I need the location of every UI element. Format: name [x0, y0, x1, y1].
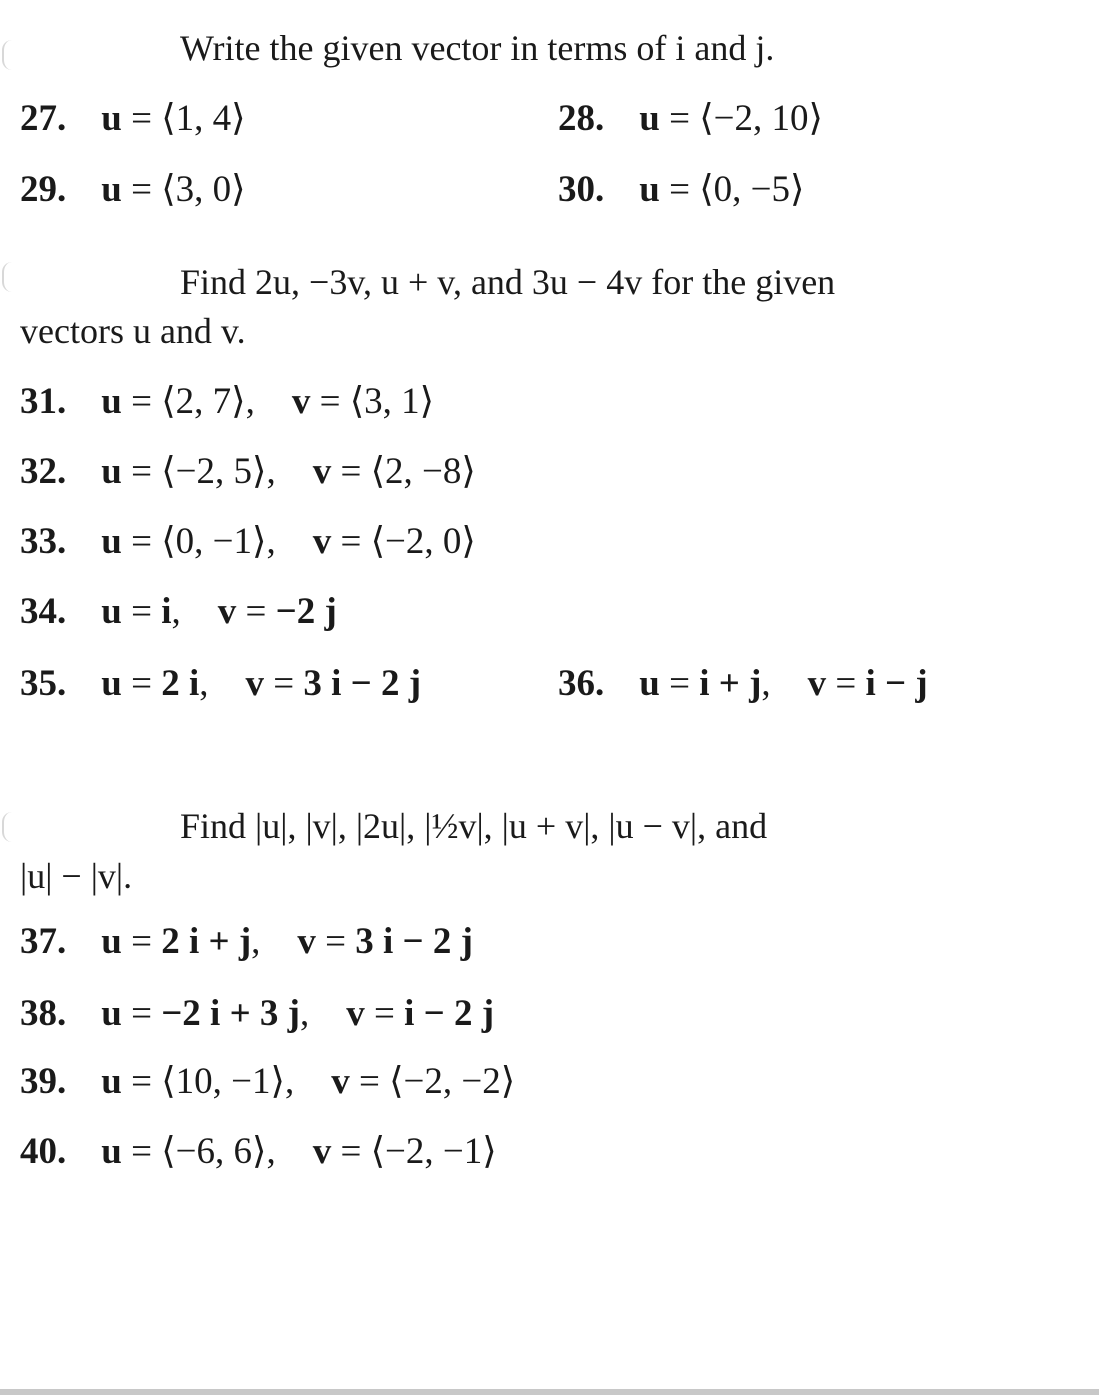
vector-v-label: v = [297, 921, 356, 962]
problem-37: 37. u = 2 i + j, v = 3 i − 2 j [20, 921, 473, 962]
vector-u-value: ⟨−2, 5⟩ [161, 451, 267, 492]
vector-u-label: u = [101, 169, 162, 210]
problem-28 [558, 97, 823, 141]
vector-v-label: v = [312, 1131, 371, 1172]
page-edge-mark [2, 812, 18, 842]
section2-instruction-text: vectors u and v. [20, 311, 246, 351]
vector-u-value: −2 i + 3 j [161, 993, 300, 1034]
problem-35: 35. u = 2 i, v = 3 i − 2 j [20, 663, 422, 704]
problem-number: 29. [20, 169, 67, 210]
problem-34: 34. u = i, v = −2 j [20, 591, 337, 632]
vector-v-label: v = [217, 591, 276, 632]
problem-number: 34. [20, 591, 67, 632]
vector-u-label: u = [101, 1061, 162, 1102]
vector-v-value: ⟨−2, 0⟩ [370, 521, 476, 562]
vector-u-value: ⟨10, −1⟩ [161, 1061, 285, 1102]
vector-u-value: i + j [699, 663, 762, 704]
section1-instruction-text: Write the given vector in terms of i and j. [180, 28, 775, 68]
problem-number: 40. [20, 1131, 67, 1172]
page-edge-mark [2, 40, 18, 70]
vector-u-label: u = [101, 1131, 162, 1172]
section3-instruction-line2 [20, 854, 132, 898]
vector-v-value: 3 i − 2 j [355, 921, 473, 962]
vector-u-value: 2 i + j [161, 921, 252, 962]
problem-27 [20, 97, 246, 141]
vector-u-label: u = [101, 921, 162, 962]
problem-number: 35. [20, 663, 67, 704]
problem-30 [558, 168, 804, 212]
vector-u-value: ⟨3, 0⟩ [161, 169, 246, 210]
vector-u-label: u = [101, 521, 162, 562]
vector-u-value: ⟨0, −1⟩ [161, 521, 267, 562]
problem-number: 27. [20, 98, 67, 139]
vector-v-label: v = [312, 521, 371, 562]
vector-v-value: −2 j [275, 591, 337, 632]
vector-v-value: ⟨2, −8⟩ [370, 451, 476, 492]
section2-instruction-line2 [20, 309, 246, 353]
problem-number: 30. [558, 169, 605, 210]
section2-instruction-text: Find 2u, −3v, u + v, and 3u − 4v for the given [180, 262, 836, 302]
problem-36: 36. u = i + j, v = i − j [558, 663, 928, 704]
problem-33: 33. u = ⟨0, −1⟩, v = ⟨−2, 0⟩ [20, 521, 476, 562]
vector-v-value: i − 2 j [404, 993, 495, 1034]
vector-u-value: ⟨2, 7⟩ [161, 381, 246, 422]
vector-v-value: 3 i − 2 j [303, 663, 422, 704]
problem-number: 28. [558, 98, 605, 139]
section2-instruction-line1 [180, 260, 835, 304]
problem-38: 38. u = −2 i + 3 j, v = i − 2 j [20, 993, 495, 1034]
vector-u-label: u = [101, 993, 162, 1034]
problem-number: 32. [20, 451, 67, 492]
vector-v-value: i − j [865, 663, 928, 704]
bottom-divider [0, 1389, 1099, 1395]
vector-v-label: v = [346, 993, 405, 1034]
problem-number: 38. [20, 993, 67, 1034]
vector-u-value: i [161, 591, 172, 632]
vector-u-label: u = [101, 663, 162, 704]
vector-u-label: u = [101, 451, 162, 492]
problem-31: 31. u = ⟨2, 7⟩, v = ⟨3, 1⟩ [20, 381, 435, 422]
vector-v-label: v = [807, 663, 866, 704]
problem-number: 37. [20, 921, 67, 962]
vector-v-value: ⟨−2, −1⟩ [370, 1131, 497, 1172]
vector-u-label: u = [101, 381, 162, 422]
problem-number: 33. [20, 521, 67, 562]
problem-number: 31. [20, 381, 67, 422]
vector-u-value: 2 i [161, 663, 200, 704]
vector-u-label: u = [639, 98, 700, 139]
vector-u-label: u = [101, 98, 162, 139]
vector-u-value: ⟨0, −5⟩ [699, 169, 805, 210]
section3-instruction-text: Find |u|, |v|, |2u|, |½v|, |u + v|, |u − v|, and [180, 806, 768, 846]
vector-u-value: ⟨−6, 6⟩ [161, 1131, 267, 1172]
vector-v-label: v = [331, 1061, 390, 1102]
vector-v-label: v = [245, 663, 304, 704]
vector-v-label: v = [291, 381, 350, 422]
problem-39: 39. u = ⟨10, −1⟩, v = ⟨−2, −2⟩ [20, 1061, 516, 1102]
problem-number: 36. [558, 663, 605, 704]
vector-v-value: ⟨−2, −2⟩ [389, 1061, 516, 1102]
vector-v-label: v = [312, 451, 371, 492]
vector-v-value: ⟨3, 1⟩ [349, 381, 435, 422]
vector-u-label: u = [101, 591, 162, 632]
vector-u-label: u = [639, 663, 700, 704]
section1-instruction [180, 26, 774, 70]
problem-32: 32. u = ⟨−2, 5⟩, v = ⟨2, −8⟩ [20, 451, 476, 492]
vector-u-label: u = [639, 169, 700, 210]
problem-40: 40. u = ⟨−6, 6⟩, v = ⟨−2, −1⟩ [20, 1131, 497, 1172]
vector-u-value: ⟨1, 4⟩ [161, 98, 246, 139]
problem-number: 39. [20, 1061, 67, 1102]
page-edge-mark [2, 262, 18, 292]
section3-instruction-text: |u| − |v|. [20, 856, 133, 896]
section3-instruction-line1 [180, 804, 767, 848]
problem-29 [20, 168, 246, 212]
vector-u-value: ⟨−2, 10⟩ [699, 98, 823, 139]
